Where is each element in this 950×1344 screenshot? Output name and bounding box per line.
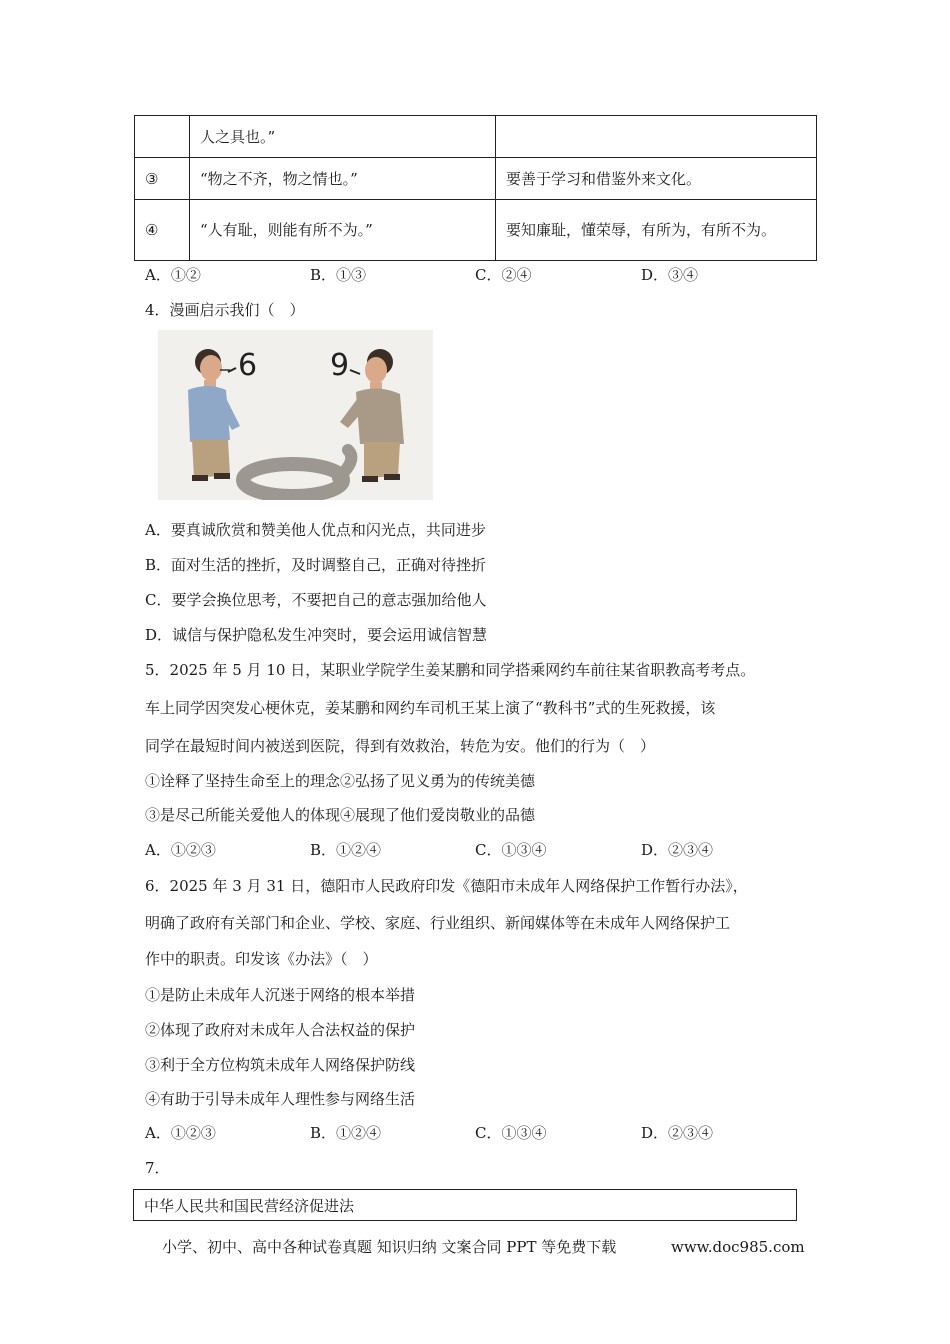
q3-option-b[interactable]: B．①③ xyxy=(310,266,367,284)
q5-option-d[interactable]: D．②③④ xyxy=(641,841,714,859)
q6-stem-line-1: 6．2025 年 3 月 31 日，德阳市人民政府印发《德阳市未成年人网络保护工作暂行办法》， xyxy=(145,877,748,895)
cartoon-image xyxy=(158,330,433,500)
q4-stem: 4．漫画启示我们（ ） xyxy=(145,301,305,319)
q5-stem-line-3: 同学在最短时间内被送到医院，得到有效救治，转危为安。他们的行为（ ） xyxy=(145,737,656,755)
right-speech-digit: 9 xyxy=(330,348,350,383)
table-cell-quote: “物之不齐，物之情也。” xyxy=(190,158,496,200)
q7-number: 7． xyxy=(145,1159,170,1177)
quote-table xyxy=(134,115,817,261)
q3-option-d[interactable]: D．③④ xyxy=(641,266,699,284)
q6-option-d[interactable]: D．②③④ xyxy=(641,1124,714,1142)
footer-text: 小学、初中、高中各种试卷真题 知识归纳 文案合同 PPT 等免费下载 xyxy=(162,1238,617,1256)
q6-stem-line-2: 明确了政府有关部门和企业、学校、家庭、行业组织、新闻媒体等在未成年人网络保护工 xyxy=(145,914,731,932)
q5-option-a[interactable]: A．①②③ xyxy=(145,841,216,859)
q3-option-c[interactable]: C．②④ xyxy=(475,266,532,284)
q4-option-a[interactable]: A．要真诚欣赏和赞美他人优点和闪光点，共同进步 xyxy=(145,521,486,539)
table-cell-num: ④ xyxy=(135,200,190,261)
q5-stem-line-2: 车上同学因突发心梗休克，姜某鹏和网约车司机王某上演了“教科书”式的生死救援，该 xyxy=(145,699,716,717)
table-row xyxy=(135,116,817,158)
q4-option-c[interactable]: C．要学会换位思考，不要把自己的意志强加给他人 xyxy=(145,591,487,609)
cartoon-illustration xyxy=(158,330,433,500)
table-cell-num: ③ xyxy=(135,158,190,200)
q4-option-b[interactable]: B．面对生活的挫折，及时调整自己，正确对待挫折 xyxy=(145,556,487,574)
q7-law-box xyxy=(133,1189,797,1221)
floor-digit xyxy=(243,450,351,496)
q6-statement-2: ②体现了政府对未成年人合法权益的保护 xyxy=(145,1021,416,1039)
q5-statement-1: ①诠释了坚持生命至上的理念②弘扬了见义勇为的传统美德 xyxy=(145,772,536,790)
q5-stem-line-1: 5．2025 年 5 月 10 日，某职业学院学生姜某鹏和同学搭乘网约车前往某省职教高考考点。 xyxy=(145,661,756,679)
table-cell-meaning xyxy=(496,116,817,158)
table-row xyxy=(135,200,817,261)
table-cell-quote: “人有耻，则能有所不为。” xyxy=(190,200,496,261)
table-cell-meaning: 要知廉耻，懂荣辱，有所为，有所不为。 xyxy=(496,200,817,261)
q6-stem-line-3: 作中的职责。印发该《办法》（ ） xyxy=(145,950,378,968)
q6-option-a[interactable]: A．①②③ xyxy=(145,1124,216,1142)
q6-statement-1: ①是防止未成年人沉迷于网络的根本举措 xyxy=(145,986,416,1004)
q4-option-d[interactable]: D．诚信与保护隐私发生冲突时，要会运用诚信智慧 xyxy=(145,626,488,644)
left-speech-digit: 6 xyxy=(238,348,258,383)
q7-law-title: 中华人民共和国民营经济促进法 xyxy=(144,1197,355,1215)
q5-option-c[interactable]: C．①③④ xyxy=(475,841,547,859)
table-cell-num xyxy=(135,116,190,158)
table-cell-meaning: 要善于学习和借鉴外来文化。 xyxy=(496,158,817,200)
q5-statement-2: ③是尽己所能关爱他人的体现④展现了他们爱岗敬业的品德 xyxy=(145,806,536,824)
q5-option-b[interactable]: B．①②④ xyxy=(310,841,382,859)
table-row xyxy=(135,158,817,200)
table-cell-quote: 人之具也。” xyxy=(190,116,496,158)
q6-statement-4: ④有助于引导未成年人理性参与网络生活 xyxy=(145,1090,416,1108)
q6-option-b[interactable]: B．①②④ xyxy=(310,1124,382,1142)
footer-link[interactable]: www.doc985.com xyxy=(671,1238,805,1256)
q6-option-c[interactable]: C．①③④ xyxy=(475,1124,547,1142)
q3-option-a[interactable]: A．①② xyxy=(145,266,201,284)
q6-statement-3: ③利于全方位构筑未成年人网络保护防线 xyxy=(145,1056,416,1074)
